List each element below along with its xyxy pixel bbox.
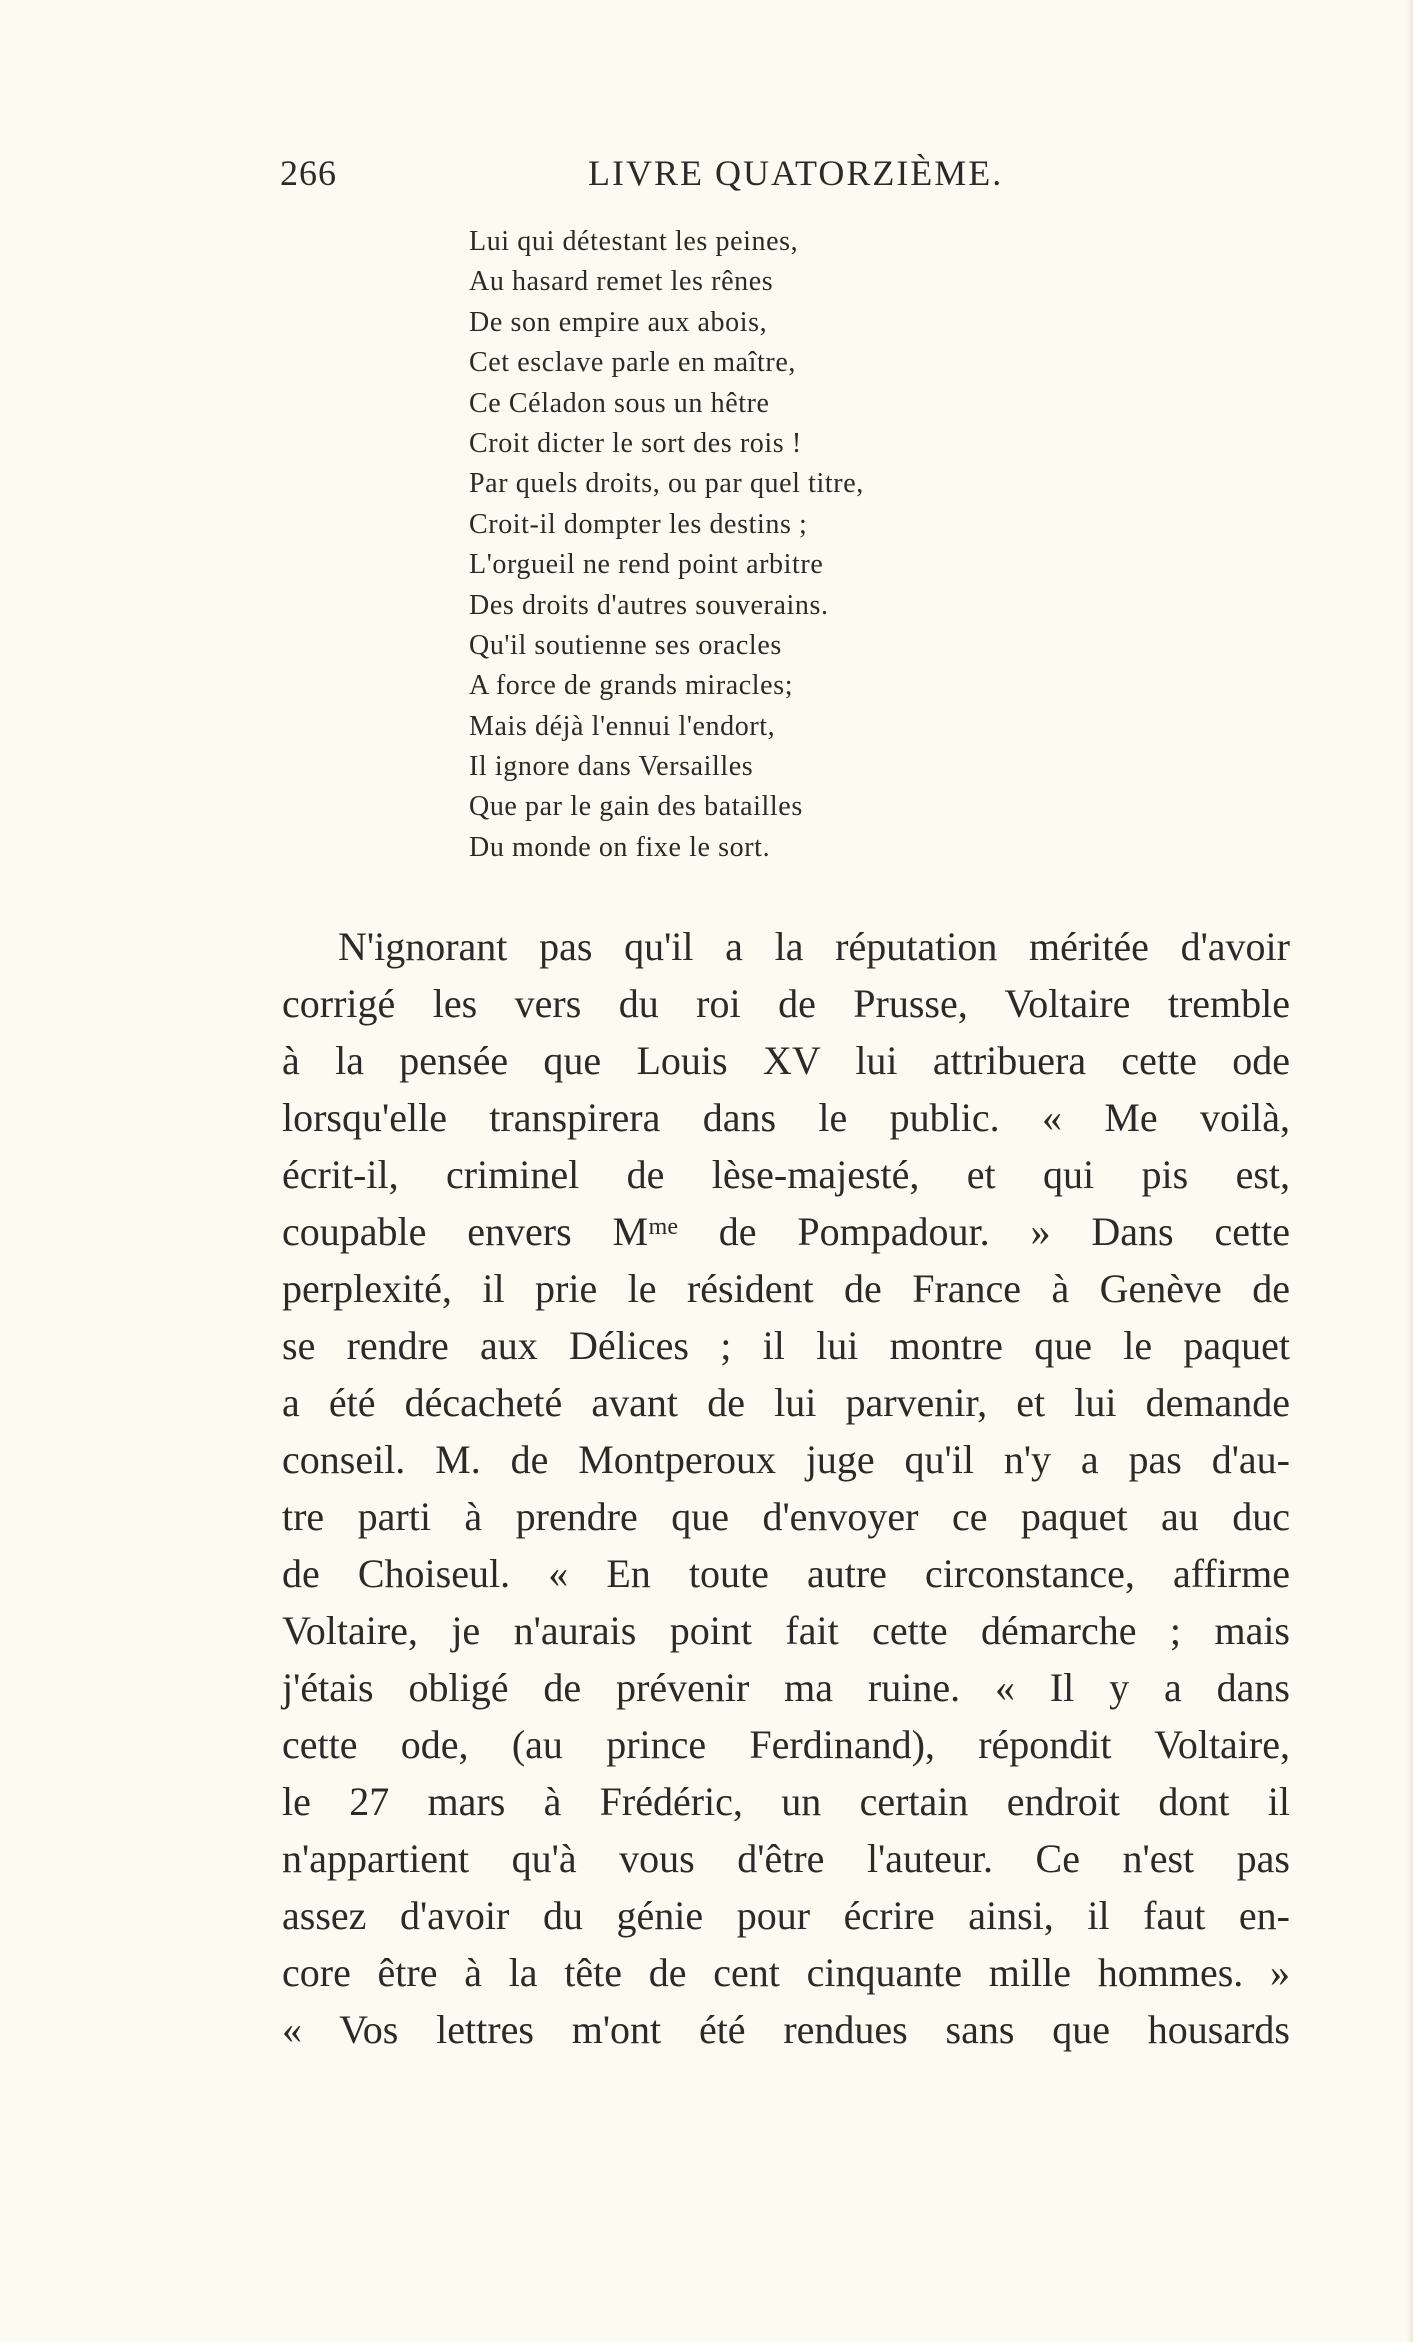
- verse-line: Lui qui détestant les peines,: [469, 226, 799, 257]
- prose-line: conseil. M. de Montperoux juge qu'il n'y a pas d'au-: [282, 1437, 1290, 1482]
- verse-line: Mais déjà l'ennui l'endort,: [469, 710, 776, 742]
- prose-line: lorsqu'elle transpirera dans le public. « Me voilà,: [282, 1095, 1290, 1140]
- prose-line: a été décacheté avant de lui parvenir, et lui demande: [282, 1380, 1290, 1425]
- prose-paragraph: [282, 918, 1290, 2058]
- verse-block: [469, 222, 1169, 868]
- verse-line: Ce Céladon sous un hêtre: [469, 387, 770, 419]
- verse-line: L'orgueil ne rend point arbitre: [469, 549, 824, 581]
- prose-line: assez d'avoir du génie pour écrire ainsi, il faut en-: [282, 1893, 1290, 1938]
- prose-line: core être à la tête de cent cinquante mille hommes. »: [282, 1950, 1290, 1995]
- prose-line: N'ignorant pas qu'il a la réputation méritée d'avoir: [338, 924, 1290, 969]
- prose-line: le 27 mars à Frédéric, un certain endroit dont il: [282, 1779, 1290, 1824]
- prose-line: de Choiseul. « En toute autre circonstance, affirme: [282, 1551, 1290, 1596]
- prose-line: tre parti à prendre que d'envoyer ce paquet au duc: [282, 1494, 1290, 1539]
- verse-line: Par quels droits, ou par quel titre,: [469, 468, 864, 500]
- prose-line: « Vos lettres m'ont été rendues sans que housards: [282, 2007, 1290, 2052]
- verse-line: Que par le gain des batailles: [469, 791, 803, 823]
- verse-line: Des droits d'autres souverains.: [469, 589, 829, 621]
- prose-line: perplexité, il prie le résident de France à Genève de: [282, 1266, 1290, 1311]
- verse-line: Au hasard remet les rênes: [469, 266, 774, 298]
- verse-line: A force de grands miracles;: [469, 670, 794, 702]
- verse-line: Croit dicter le sort des rois !: [469, 427, 802, 459]
- prose-line: n'appartient qu'à vous d'être l'auteur. Ce n'est pas: [282, 1836, 1290, 1881]
- prose-line: Voltaire, je n'aurais point fait cette démarche ; mais: [282, 1608, 1290, 1653]
- page-number: 266: [280, 153, 337, 193]
- verse-line: Du monde on fixe le sort.: [469, 831, 771, 863]
- verse-line: Qu'il soutienne ses oracles: [469, 629, 782, 661]
- verse-line: Il ignore dans Versailles: [469, 751, 754, 783]
- prose-line: à la pensée que Louis XV lui attribuera cette ode: [282, 1038, 1290, 1083]
- verse-line: De son empire aux abois,: [469, 306, 768, 338]
- prose-line: coupable envers Mᵐᵉ de Pompadour. » Dans cette: [282, 1209, 1290, 1254]
- verse-line: Croit-il dompter les destins ;: [469, 508, 808, 540]
- prose-line: j'étais obligé de prévenir ma ruine. « Il y a dans: [282, 1665, 1290, 1710]
- prose-line: se rendre aux Délices ; il lui montre que le paquet: [282, 1323, 1290, 1368]
- prose-line: corrigé les vers du roi de Prusse, Voltaire tremble: [282, 981, 1290, 1026]
- paper-edge: [1407, 0, 1413, 2342]
- verse-line: Cet esclave parle en maître,: [469, 347, 796, 379]
- prose-line: cette ode, (au prince Ferdinand), répondit Voltaire,: [282, 1722, 1290, 1767]
- prose-line: écrit-il, criminel de lèse-majesté, et qui pis est,: [282, 1152, 1290, 1197]
- running-head: [280, 152, 1280, 202]
- running-title: LIVRE QUATORZIÈME.: [588, 153, 1004, 193]
